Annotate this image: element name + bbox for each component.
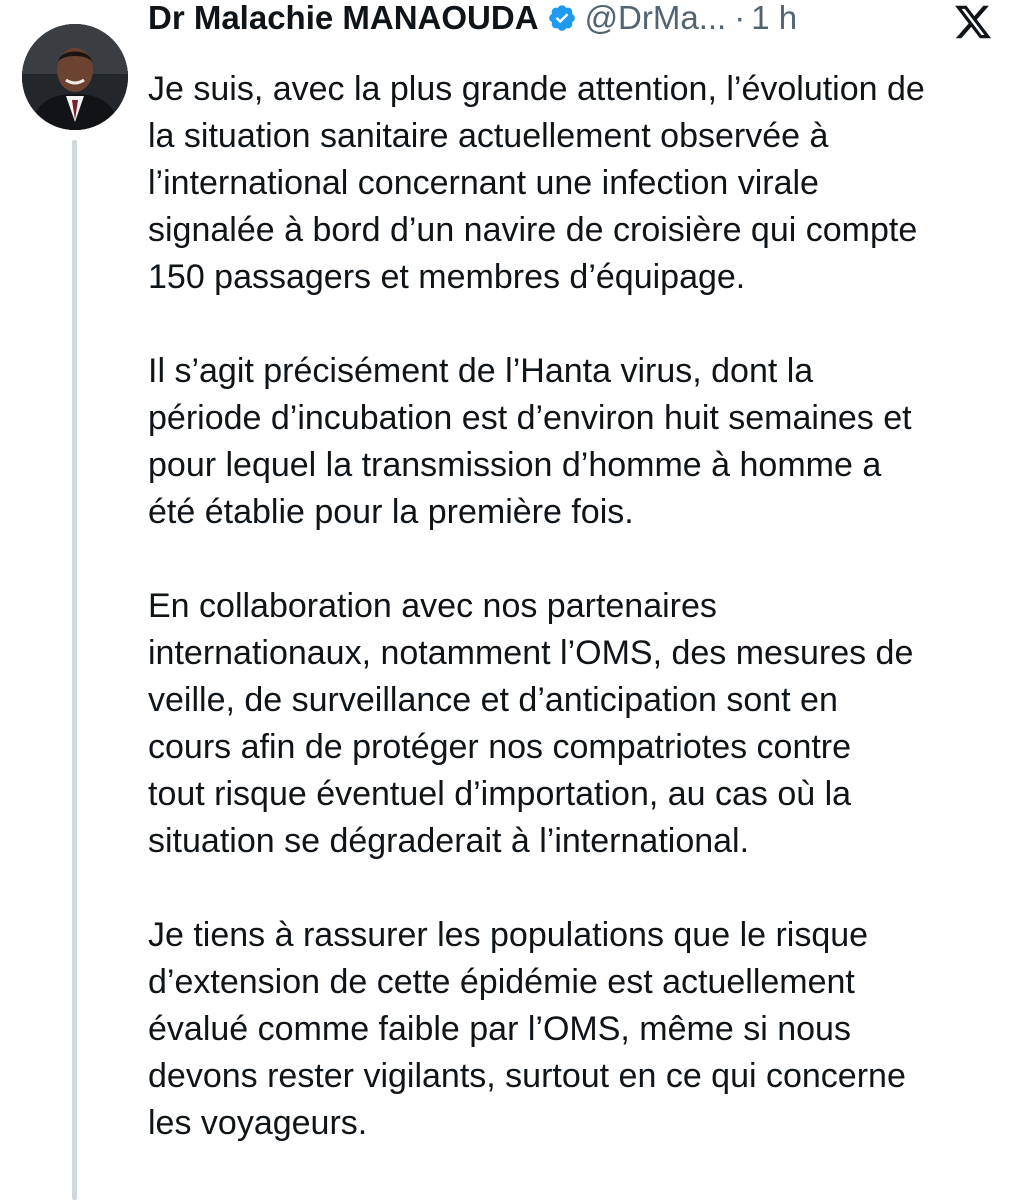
header-separator: ·: [734, 0, 746, 36]
tweet-header: [148, 0, 998, 58]
verified-badge-icon[interactable]: [547, 3, 577, 33]
tweet-body: [148, 66, 998, 1194]
tweet-timestamp[interactable]: 1 h: [751, 0, 798, 36]
author-handle[interactable]: @DrMa...: [584, 0, 727, 36]
tweet-paragraph-1: Je suis, avec la plus grande attention, l’évolution de la situation sanitaire actuellement observée à l’international concernant une infection virale signalée à bord d’un navire de croisière qui compte 150 passagers et membres d’équipage.: [148, 70, 925, 296]
x-logo-icon[interactable]: [953, 2, 993, 42]
avatar-portrait-icon: [22, 24, 128, 130]
tweet-paragraph-3: En collaboration avec nos partenaires internationaux, notamment l’OMS, des mesures de veille, de surveillance et d’anticipation sont en cours afin de protéger nos compatriotes contre tout risque éventuel d’importation, au cas où la situation se dégraderait à l’international.: [148, 587, 914, 860]
author-display-name[interactable]: Dr Malachie MANAOUDA: [148, 0, 539, 36]
tweet-paragraph-4: Je tiens à rassurer les populations que le risque d’extension de cette épidémie est actuellement évalué comme faible par l’OMS, même si nous devons rester vigilants, surtout en ce qui concerne les voyageurs.: [148, 916, 906, 1142]
thread-connector-line: [72, 140, 77, 1200]
tweet-paragraph-2: Il s’agit précisément de l’Hanta virus, dont la période d’incubation est d’environ huit semaines et pour lequel la transmission d’homme à homme a été établie pour la première fois.: [148, 352, 912, 531]
author-avatar[interactable]: [22, 24, 128, 130]
